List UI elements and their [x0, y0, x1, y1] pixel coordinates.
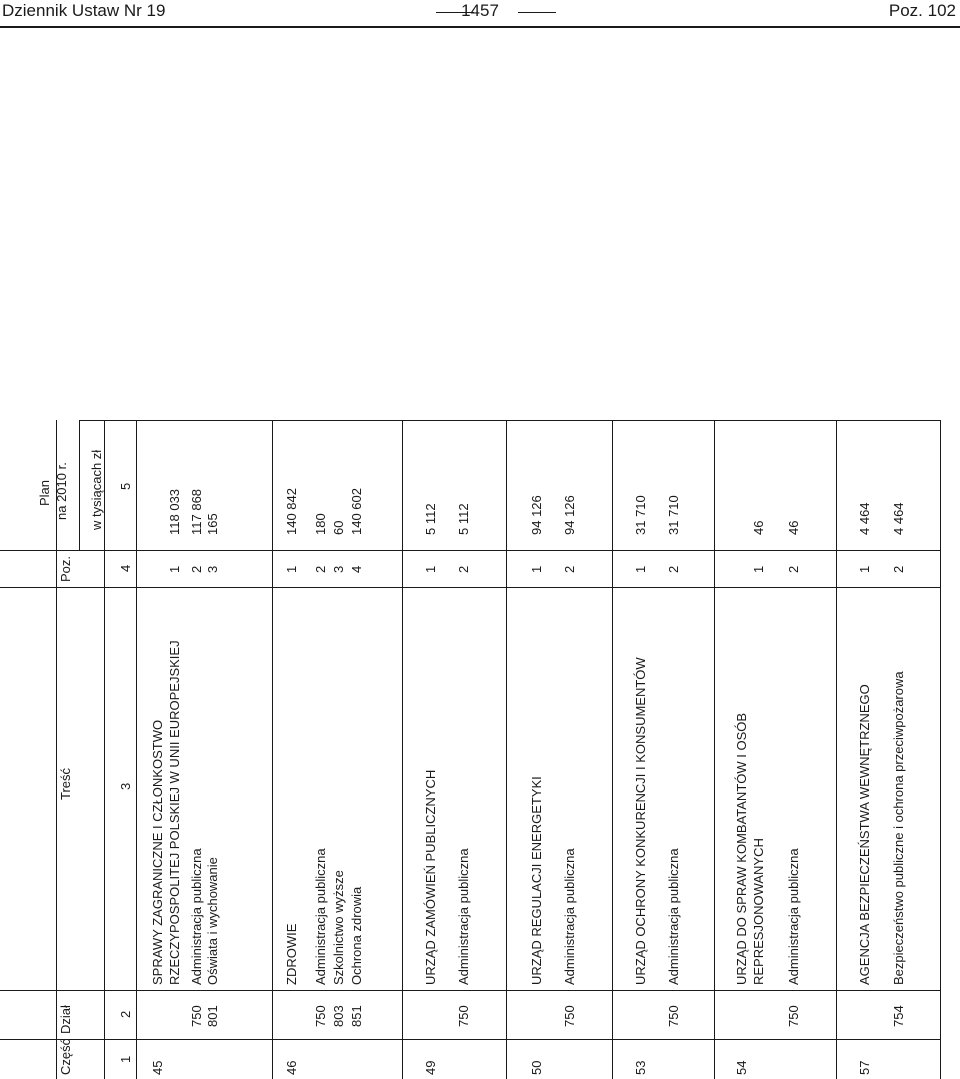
row-name: Administracja publiczna	[666, 848, 681, 985]
row-name: Bezpieczeństwo publiczne i ochrona przeciwpożarowa	[891, 671, 906, 985]
row-poz: 2	[562, 565, 577, 573]
table-right-border	[940, 420, 941, 1079]
row-plan-value: 117 868	[189, 488, 204, 535]
dzial-code: 750	[666, 1005, 681, 1027]
title-poz: 1	[284, 565, 299, 573]
row-poz: 2	[189, 565, 204, 573]
group-divider-5	[714, 420, 715, 1079]
section-title: ZDROWIE	[284, 923, 299, 985]
section-title: URZĄD DO SPRAW KOMBATANTÓW I OSÓB	[734, 712, 749, 985]
group-divider-3	[506, 420, 507, 1079]
title-plan-value: 140 842	[284, 488, 299, 535]
section-title: URZĄD REGULACJI ENERGETYKI	[529, 776, 544, 985]
row-name: Administracja publiczna	[456, 848, 471, 985]
row-poz: 3	[331, 565, 346, 573]
column-header-plan: Plan	[37, 479, 52, 506]
row-poz: 2	[786, 565, 801, 573]
section-title: URZĄD OCHRONY KONKURENCJI I KONSUMENTÓW	[633, 657, 648, 985]
row-poz: 2	[313, 565, 328, 573]
dzial-tresc-divider	[0, 990, 940, 991]
row-poz: 3	[205, 565, 220, 573]
group-divider-6	[836, 420, 837, 1079]
column-header-plan-year: na 2010 r.	[54, 462, 69, 520]
row-plan-value: 180	[313, 513, 328, 535]
numbers-row-border	[136, 420, 137, 1079]
title-plan-value: 4 464	[857, 502, 872, 535]
row-plan-value: 46	[786, 520, 801, 535]
row-name: Administracja publiczna	[313, 848, 328, 985]
journal-title: Dziennik Ustaw Nr 19	[2, 1, 166, 20]
czesc-number: 54	[734, 1060, 749, 1075]
dzial-code: 851	[349, 1005, 364, 1027]
row-name: Oświata i wychowanie	[205, 857, 220, 985]
column-header-poz: Poz.	[58, 555, 73, 582]
czesc-number: 45	[150, 1060, 165, 1075]
plan-unit-divider	[79, 420, 80, 550]
dzial-code: 750	[562, 1005, 577, 1027]
czesc-number: 46	[284, 1060, 299, 1075]
row-name: Administracja publiczna	[786, 848, 801, 985]
row-poz: 2	[456, 565, 471, 573]
column-number-1: 1	[118, 1055, 133, 1063]
header-rule	[0, 26, 960, 28]
title-poz: 1	[423, 565, 438, 573]
row-name: Szkolnictwo wyższe	[331, 870, 346, 985]
czesc-dzial-divider	[0, 1039, 940, 1040]
row-poz: 4	[349, 565, 364, 573]
page-number: 1457	[461, 1, 499, 20]
row-name: Administracja publiczna	[562, 848, 577, 985]
column-header-dzial: Dział	[58, 1005, 73, 1034]
section-title: AGENCJA BEZPIECZEŃSTWA WEWNĘTRZNEGO	[857, 684, 872, 985]
row-plan-value: 4 464	[891, 502, 906, 535]
dzial-code: 803	[331, 1005, 346, 1027]
position-number: Poz. 102	[888, 1, 956, 20]
group-divider-2	[402, 420, 403, 1079]
title-poz: 1	[857, 565, 872, 573]
group-divider-4	[612, 420, 613, 1079]
column-number-2: 2	[118, 1010, 133, 1018]
row-poz: 2	[666, 565, 681, 573]
row-plan-value: 31 710	[666, 495, 681, 535]
title-plan-value: 46	[751, 520, 766, 535]
section-title: SPRAWY ZAGRANICZNE I CZŁONKOSTWO	[150, 719, 165, 985]
row-poz: 2	[891, 565, 906, 573]
dzial-code: 754	[891, 1005, 906, 1027]
title-plan-value: 31 710	[633, 495, 648, 535]
row-plan-value: 140 602	[349, 488, 364, 535]
column-header-tresc: Treść	[58, 767, 73, 800]
title-plan-value: 94 126	[529, 495, 544, 535]
section-title: REPRESJONOWANYCH	[751, 838, 766, 985]
poz-plan-divider	[0, 550, 940, 551]
column-number-3: 3	[118, 782, 133, 790]
czesc-number: 50	[529, 1060, 544, 1075]
czesc-number: 53	[633, 1060, 648, 1075]
dzial-code: 750	[313, 1005, 328, 1027]
row-plan-value: 5 112	[456, 503, 471, 535]
section-title: URZĄD ZAMÓWIEŃ PUBLICZNYCH	[423, 769, 438, 985]
row-plan-value: 165	[205, 513, 220, 535]
czesc-number: 57	[857, 1060, 872, 1075]
column-header-czesc: Część	[58, 1038, 73, 1075]
title-plan-value: 5 112	[423, 503, 438, 535]
row-name: Ochrona zdrowia	[349, 886, 364, 985]
title-poz: 1	[633, 565, 648, 573]
dzial-code: 750	[786, 1005, 801, 1027]
column-number-4: 4	[118, 564, 133, 572]
column-number-5: 5	[118, 482, 133, 490]
row-plan-value: 60	[331, 520, 346, 535]
row-name: Administracja publiczna	[189, 848, 204, 985]
dzial-code: 801	[205, 1005, 220, 1027]
dzial-code: 750	[456, 1005, 471, 1027]
row-plan-value: 94 126	[562, 495, 577, 535]
group-divider-1	[272, 420, 273, 1079]
header-dash-right	[518, 12, 556, 13]
title-plan-value: 118 033	[167, 488, 182, 535]
title-poz: 1	[167, 565, 182, 573]
dzial-code: 750	[189, 1005, 204, 1027]
title-poz: 1	[751, 565, 766, 573]
column-header-unit: w tysiącach zł	[89, 449, 104, 530]
title-poz: 1	[529, 565, 544, 573]
section-title: RZECZYPOSPOLITEJ POLSKIEJ W UNII EUROPEJSKIEJ	[167, 640, 182, 985]
czesc-number: 49	[423, 1060, 438, 1075]
plan-column-top	[79, 420, 940, 421]
